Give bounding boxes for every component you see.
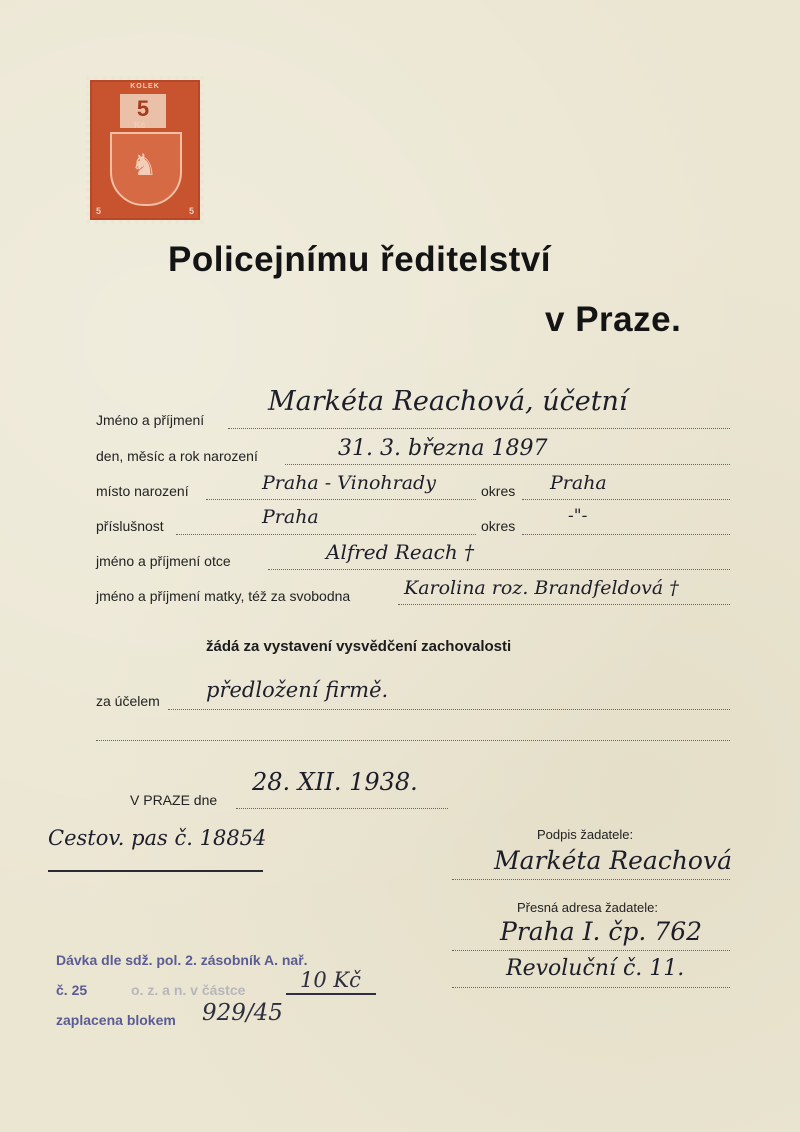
birthplace-value: Praha - Vinohrady xyxy=(262,472,436,494)
title-line-1: Policejnímu ředitelství xyxy=(168,240,551,279)
signature-value: Markéta Reachová xyxy=(494,846,733,875)
purpose-value: předložení firmě. xyxy=(206,678,389,702)
name-value: Markéta Reachová, účetní xyxy=(268,386,628,417)
name-label: Jméno a příjmení xyxy=(96,412,205,428)
birth-label: den, měsíc a rok narození xyxy=(96,448,258,464)
stamp-value: 5 xyxy=(120,94,166,128)
purpose-label: za účelem xyxy=(96,693,160,709)
revenue-stamp xyxy=(90,80,200,220)
domicile-label: příslušnost xyxy=(96,518,164,534)
birth-value: 31. 3. března 1897 xyxy=(338,436,548,461)
district-value-1: Praha xyxy=(550,472,607,494)
address-line-2: Revoluční č. 11. xyxy=(506,956,685,981)
district-value-2: -"- xyxy=(568,506,588,526)
fee-amount: 10 Kč xyxy=(300,968,361,992)
fee-block-number: 929/45 xyxy=(202,1000,283,1026)
district-label-2: okres xyxy=(481,518,516,534)
stamp-corner-right: 5 xyxy=(188,206,194,216)
father-label: jméno a příjmení otce xyxy=(96,553,231,569)
father-value: Alfred Reach † xyxy=(326,540,475,564)
signature-label: Podpis žadatele: xyxy=(537,827,634,842)
district-label-1: okres xyxy=(481,483,516,499)
fee-stamp-line-3: zaplacena blokem xyxy=(56,1012,176,1028)
lion-icon: ♞ xyxy=(130,149,158,182)
birthplace-label: místo narození xyxy=(96,483,189,499)
mother-value: Karolina roz. Brandfeldová † xyxy=(404,577,679,599)
fee-stamp-line-1: Dávka dle sdž. pol. 2. zásobník A. nař. xyxy=(56,952,308,968)
mother-label: jméno a příjmení matky, též za svobodna xyxy=(96,588,351,604)
fee-amount-underline xyxy=(286,993,376,995)
passport-note: Cestov. pas č. 18854 xyxy=(48,826,267,850)
domicile-value: Praha xyxy=(262,506,319,528)
title-line-2: v Praze. xyxy=(545,300,682,339)
fee-stamp-number: č. 25 xyxy=(56,982,88,998)
date-value: 28. XII. 1938. xyxy=(252,768,418,796)
stamp-corner-left: 5 xyxy=(96,206,102,216)
stamp-top-text: KOLEK xyxy=(130,83,160,90)
date-label: V PRAZE dne xyxy=(130,792,218,808)
fee-stamp-line-2 xyxy=(56,982,245,998)
address-label: Přesná adresa žadatele: xyxy=(517,900,658,915)
fee-stamp-line-2-text: o. z. a n. v částce xyxy=(131,982,246,998)
request-text: žádá za vystavení vysvědčení zachovalosti xyxy=(206,638,512,655)
stamp-currency: Kč xyxy=(134,120,146,130)
address-line-1: Praha I. čp. 762 xyxy=(500,917,703,946)
passport-underline xyxy=(48,870,263,872)
